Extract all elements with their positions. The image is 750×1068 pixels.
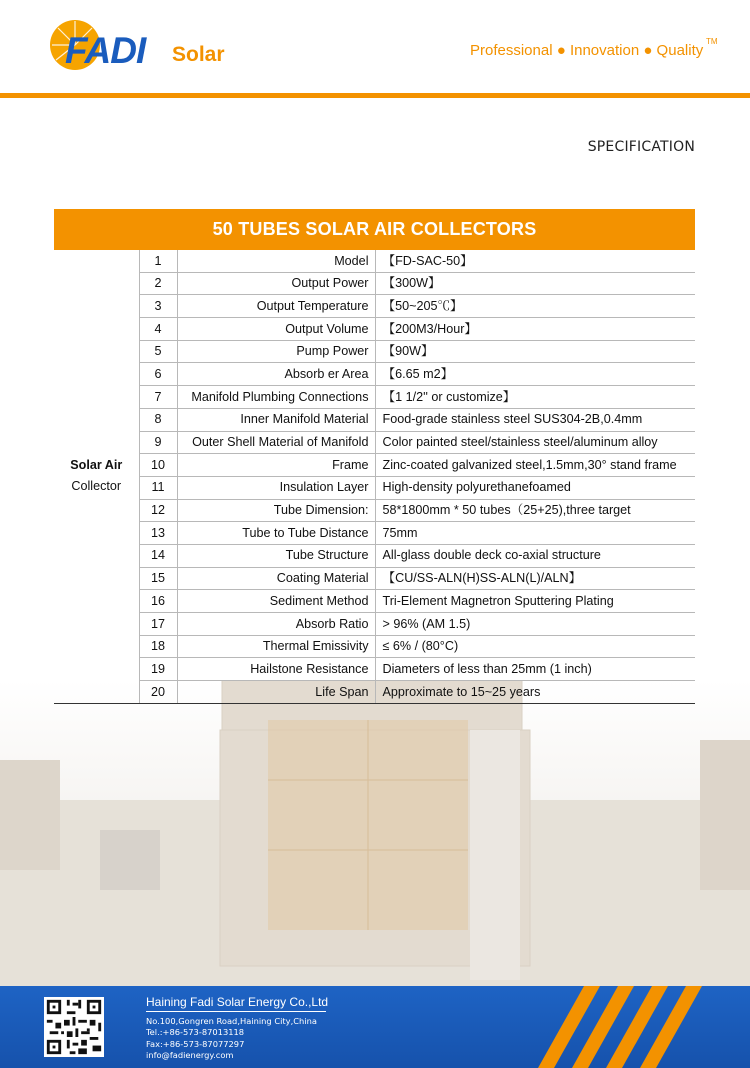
page-footer [0,986,750,1068]
parameter-name: Inner Manifold Material [177,408,375,431]
specification-heading: SPECIFICATION [587,139,695,155]
fadi-solar-logo [48,14,248,84]
table-row [54,613,695,636]
parameter-name: Model [177,250,375,272]
row-number: 2 [139,272,177,295]
table-row [54,318,695,341]
parameter-value: Approximate to 15~25 years [375,681,695,704]
parameter-value: Food-grade stainless steel SUS304-2B,0.4mm [375,408,695,431]
page-header [0,0,750,100]
parameter-value: ≤ 6% / (80°C) [375,635,695,658]
table-row [54,567,695,590]
table-row [54,658,695,681]
table-row [54,272,695,295]
parameter-value: 【FD-SAC-50】 [375,250,695,272]
parameter-name: Hailstone Resistance [177,658,375,681]
table-row [54,340,695,363]
parameter-name: Absorb er Area [177,363,375,386]
parameter-value: 75mm [375,522,695,545]
table-row [54,408,695,431]
parameter-name: Absorb Ratio [177,613,375,636]
table-row [54,476,695,499]
parameter-name: Tube Structure [177,544,375,567]
qr-code-icon[interactable] [44,997,104,1057]
row-number: 5 [139,340,177,363]
logo-graphic [48,14,248,84]
parameter-value: 【1 1/2'' or customize】 [375,386,695,409]
parameter-name: Insulation Layer [177,476,375,499]
parameter-name: Frame [177,454,375,477]
parameter-value: 【6.65 m2】 [375,363,695,386]
specification-table [54,250,695,704]
parameter-value: Tri-Element Magnetron Sputtering Plating [375,590,695,613]
table-row [54,363,695,386]
row-number: 16 [139,590,177,613]
logo-sub-text: Solar [172,43,225,66]
row-number: 9 [139,431,177,454]
table-row [54,431,695,454]
contact-block [146,1016,317,1062]
parameter-name: Thermal Emissivity [177,635,375,658]
row-number: 6 [139,363,177,386]
company-address: No.100,Gongren Road,Haining City,China [146,1016,317,1026]
decorative-stripes [500,986,750,1068]
row-number: 1 [139,250,177,272]
parameter-value: Zinc-coated galvanized steel,1.5mm,30° stand frame [375,454,695,477]
table-row [54,454,695,477]
row-number: 8 [139,408,177,431]
table-row [54,295,695,318]
company-fax: Fax:+86-573-87077297 [146,1038,245,1049]
table-row [54,635,695,658]
parameter-value: All-glass double deck co-axial structure [375,544,695,567]
parameter-value: 【300W】 [375,272,695,295]
table-row [54,386,695,409]
category-cell [54,250,139,703]
parameter-name: Coating Material [177,567,375,590]
table-row [54,522,695,545]
table-row [54,544,695,567]
table-row [54,681,695,704]
company-tel: Tel.:+86-573-87013118 [146,1027,245,1038]
parameter-name: Tube to Tube Distance [177,522,375,545]
parameter-value: > 96% (AM 1.5) [375,613,695,636]
parameter-name: Output Power [177,272,375,295]
row-number: 13 [139,522,177,545]
parameter-value: Diameters of less than 25mm (1 inch) [375,658,695,681]
footer-divider [146,1011,326,1012]
company-email[interactable]: info@fadienergy.com [146,1050,234,1061]
parameter-name: Outer Shell Material of Manifold [177,431,375,454]
parameter-value: 【90W】 [375,340,695,363]
logo-text: FADI [65,30,146,71]
table-row [54,590,695,613]
row-number: 14 [139,544,177,567]
parameter-value: 【CU/SS-ALN(H)SS-ALN(L)/ALN】 [375,567,695,590]
table-row [54,499,695,522]
parameter-value: High-density polyurethanefoamed [375,476,695,499]
row-number: 19 [139,658,177,681]
parameter-name: Manifold Plumbing Connections [177,386,375,409]
parameter-name: Sediment Method [177,590,375,613]
company-tagline: Professional ● Innovation ● Quality [470,42,704,59]
table-row [54,250,695,272]
row-number: 17 [139,613,177,636]
category-label-line2: Collector [71,479,122,494]
row-number: 11 [139,476,177,499]
table-title: 50 TUBES SOLAR AIR COLLECTORS [54,209,695,250]
header-divider [0,93,750,98]
parameter-value: 58*1800mm * 50 tubes（25+25),three target [375,499,695,522]
row-number: 18 [139,635,177,658]
parameter-name: Output Volume [177,318,375,341]
row-number: 3 [139,295,177,318]
parameter-value: 【200M3/Hour】 [375,318,695,341]
parameter-name: Output Temperature [177,295,375,318]
company-name: Haining Fadi Solar Energy Co.,Ltd [146,995,329,1009]
parameter-value: 【50~205℃】 [375,295,695,318]
row-number: 15 [139,567,177,590]
row-number: 7 [139,386,177,409]
trademark-mark: TM [706,37,718,46]
parameter-name: Pump Power [177,340,375,363]
parameter-name: Tube Dimension: [177,499,375,522]
row-number: 4 [139,318,177,341]
row-number: 20 [139,681,177,704]
parameter-name: Life Span [177,681,375,704]
row-number: 10 [139,454,177,477]
category-label-line1: Solar Air [70,458,123,473]
background-photo [0,680,750,986]
parameter-value: Color painted steel/stainless steel/aluminum alloy [375,431,695,454]
row-number: 12 [139,499,177,522]
